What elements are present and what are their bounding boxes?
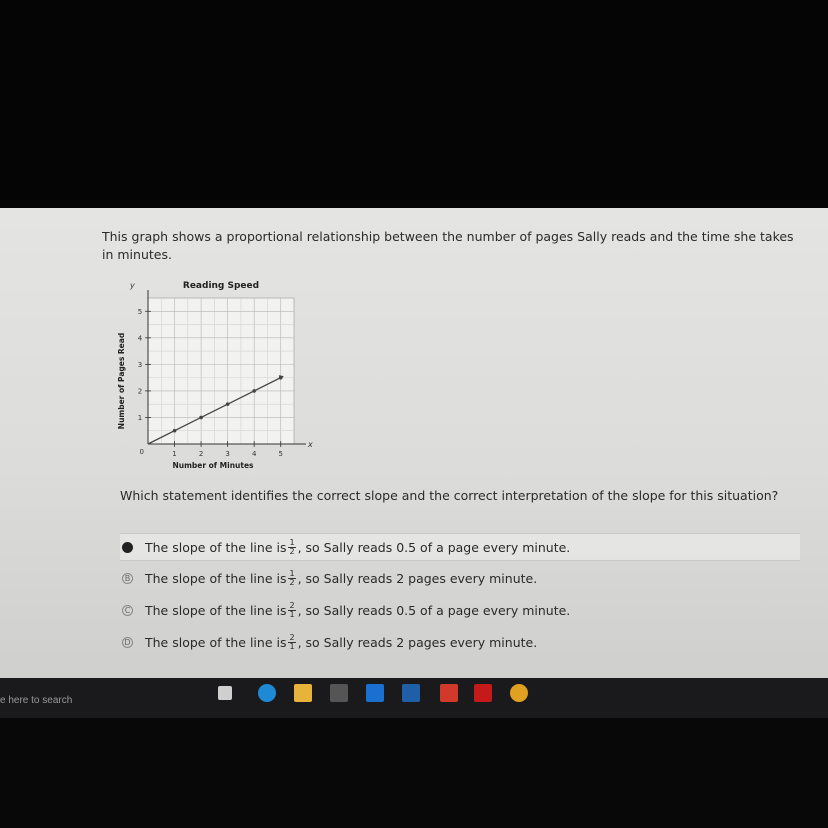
x-tick-label: 2 [198,450,204,458]
data-point [173,429,177,433]
option-c-before: The slope of the line is [145,602,287,618]
data-point [199,416,203,420]
option-c-fraction: $\frac{2}{1}$ [289,600,295,619]
radio-b[interactable]: B [122,573,133,584]
option-b-fraction: $\frac{1}{2}$ [289,568,295,587]
y-tick-label: 2 [137,387,143,396]
file-explorer-icon[interactable] [294,684,312,702]
question-page [0,208,828,678]
reading-speed-chart [112,276,322,486]
chart-title: Reading Speed [182,281,260,291]
store-icon[interactable] [330,684,348,702]
radio-d[interactable]: D [122,637,133,648]
edge-browser-icon[interactable] [258,684,276,702]
prompt-text: Which statement identifies the correct slope and the correct interpretation of the slope for this situation? [120,488,779,503]
x-tick-label: 5 [278,450,283,458]
task-view-icon[interactable] [218,686,232,700]
netflix-icon[interactable] [474,684,492,702]
word-app-icon[interactable] [366,684,384,702]
option-c-after: , so Sally reads 0.5 of a page every minute. [297,602,571,618]
bottom-black-area [0,718,828,828]
x-axis-letter: x [308,440,313,449]
option-a-after: , so Sally reads 0.5 of a page every minute. [297,539,571,555]
red-app-icon[interactable] [440,684,458,702]
y-axis-label: Number of Pages Read [117,332,126,430]
plot-area [148,298,294,444]
option-b[interactable] [120,565,800,591]
y-tick-label: 5 [137,307,143,316]
y-tick-label: 3 [137,360,143,369]
data-point [226,402,230,406]
x-tick-label: 4 [251,450,257,458]
y-axis-letter: y [130,281,135,290]
option-d-after: , so Sally reads 2 pages every minute. [297,634,538,650]
option-d-before: The slope of the line is [145,634,287,650]
y-tick-label: 4 [137,334,143,343]
radio-a[interactable] [122,542,133,553]
option-d[interactable] [120,629,800,655]
top-black-area [0,0,828,208]
x-axis-label: Number of Minutes [172,461,254,470]
option-a-fraction: $\frac{1}{2}$ [289,537,295,556]
taskbar [0,678,828,718]
option-a-before: The slope of the line is [145,539,287,555]
option-b-before: The slope of the line is [145,570,287,586]
option-b-after: , so Sally reads 2 pages every minute. [297,570,538,586]
x-tick-label: 3 [225,450,230,458]
mail-icon[interactable] [402,684,420,702]
taskbar-search-box[interactable]: e here to search [0,695,73,706]
x-tick-label: 1 [172,450,177,458]
option-d-fraction: $\frac{2}{1}$ [289,632,295,651]
data-point [252,389,256,393]
y-tick-label: 1 [137,413,143,422]
chart-svg [112,276,322,486]
option-c[interactable] [120,597,800,623]
question-text: This graph shows a proportional relationship between the number of pages Sally reads and the time she takes in minutes. [102,229,794,262]
option-a[interactable] [120,533,800,561]
app-icon[interactable] [510,684,528,702]
radio-c[interactable]: C [122,605,133,616]
origin-label: 0 [139,448,144,456]
